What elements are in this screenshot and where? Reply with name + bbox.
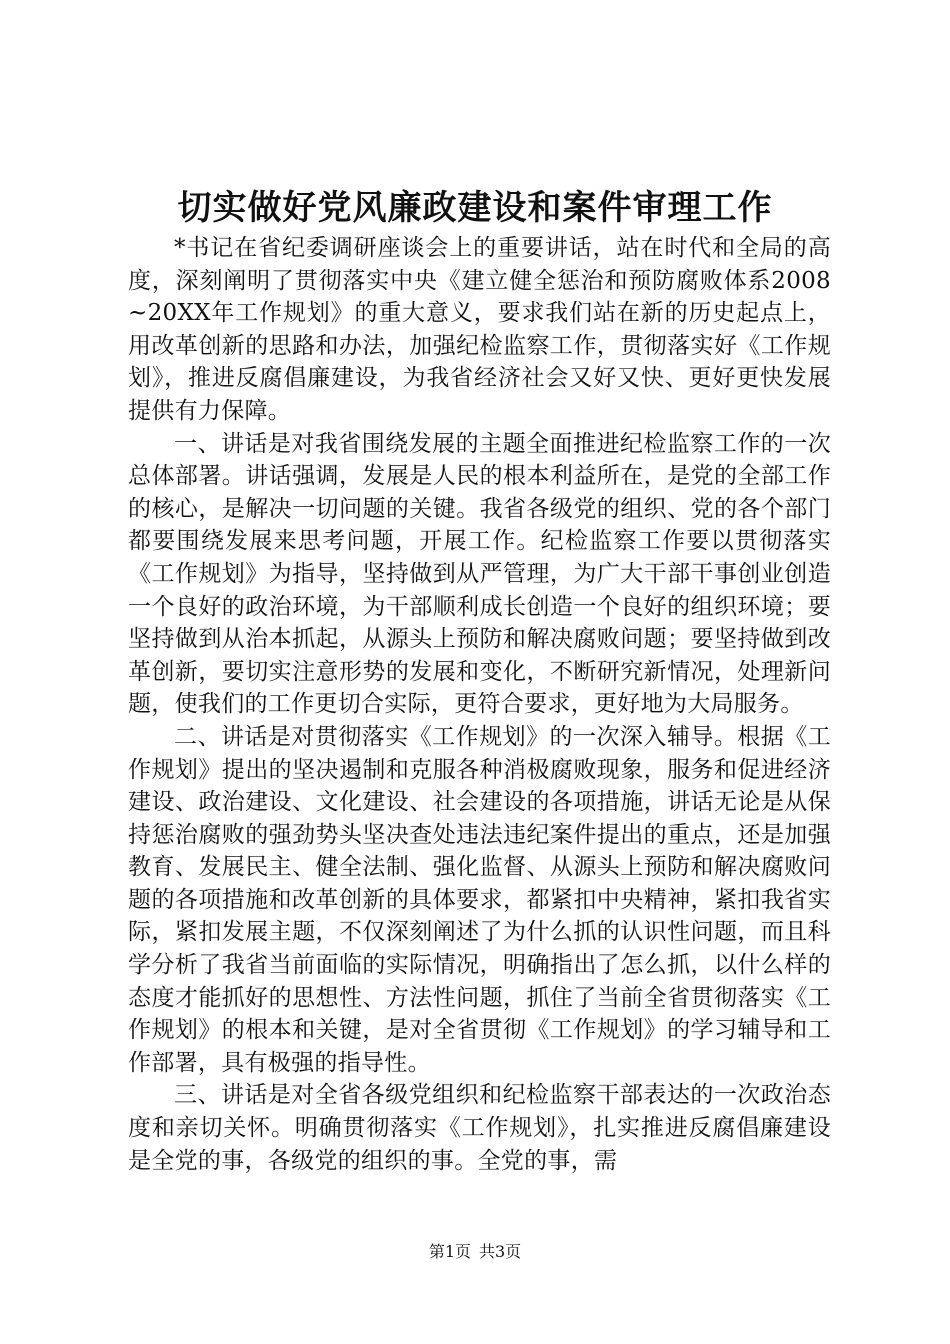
paragraph-intro: *书记在省纪委调研座谈会上的重要讲话，站在时代和全局的高度，深刻阐明了贯彻落实中央《建立健全惩治和预防腐败体系2008~20XX年工作规划》的重大意义，要求我们站在新的历史起点上，用改革创新的思路和办法，加强纪检监察工作，贯彻落实好《工作规划》，推进反腐倡廉建设，为我省经济社会又好又快、更好更快发展提供有力保障。 [128, 235, 831, 424]
page-number-total: 共3页 [479, 1242, 522, 1261]
page-number-current: 第1页 [428, 1242, 471, 1261]
paragraph-point-two: 二、讲话是对贯彻落实《工作规划》的一次深入辅导。根据《工作规划》提出的坚决遏制和克服各种消极腐败现象，服务和促进经济建设、政治建设、文化建设、社会建设的各项措施，讲话无论是从保持惩治腐败的强劲势头坚决查处违法违纪案件提出的重点，还是加强教育、发展民主、健全法制、强化监督、从源头上预防和解决腐败问题的各项措施和改革创新的具体要求，都紧扣中央精神，紧扣我省实际，紧扣发展主题，不仅深刻阐述了为什么抓的认识性问题，而且科学分析了我省当前面临的实际情况，明确指出了怎么抓，以什么样的态度才能抓好的思想性、方法性问题，抓住了当前全省贯彻落实《工作规划》的根本和关键，是对全省贯彻《工作规划》的学习辅导和工作部署，具有极强的指导性。 [128, 723, 831, 1076]
paragraph-point-one: 一、讲话是对我省围绕发展的主题全面推进纪检监察工作的一次总体部署。讲话强调，发展是人民的根本利益所在，是党的全部工作的核心，是解决一切问题的关键。我省各级党的组织、党的各个部门都要围绕发展来思考问题，开展工作。纪检监察工作要以贯彻落实《工作规划》为指导，坚持做到从严管理，为广大干部干事创业创造一个良好的政治环境，为干部顺利成长创造一个良好的组织环境；要坚持做到从治本抓起，从源头上预防和解决腐败问题；要坚持做到改革创新，要切实注意形势的发展和变化，不断研究新情况，处理新问题，使我们的工作更切合实际，更符合要求，更好地为大局服务。 [128, 430, 831, 718]
document-body [128, 232, 831, 1177]
document-title: 切实做好党风廉政建设和案件审理工作 [177, 188, 773, 228]
page-footer [0, 1240, 950, 1264]
paragraph-point-three: 三、讲话是对全省各级党组织和纪检监察干部表达的一次政治态度和亲切关怀。明确贯彻落实《工作规划》，扎实推进反腐倡廉建设是全党的事，各级党的组织的事。全党的事，需 [128, 1082, 831, 1174]
